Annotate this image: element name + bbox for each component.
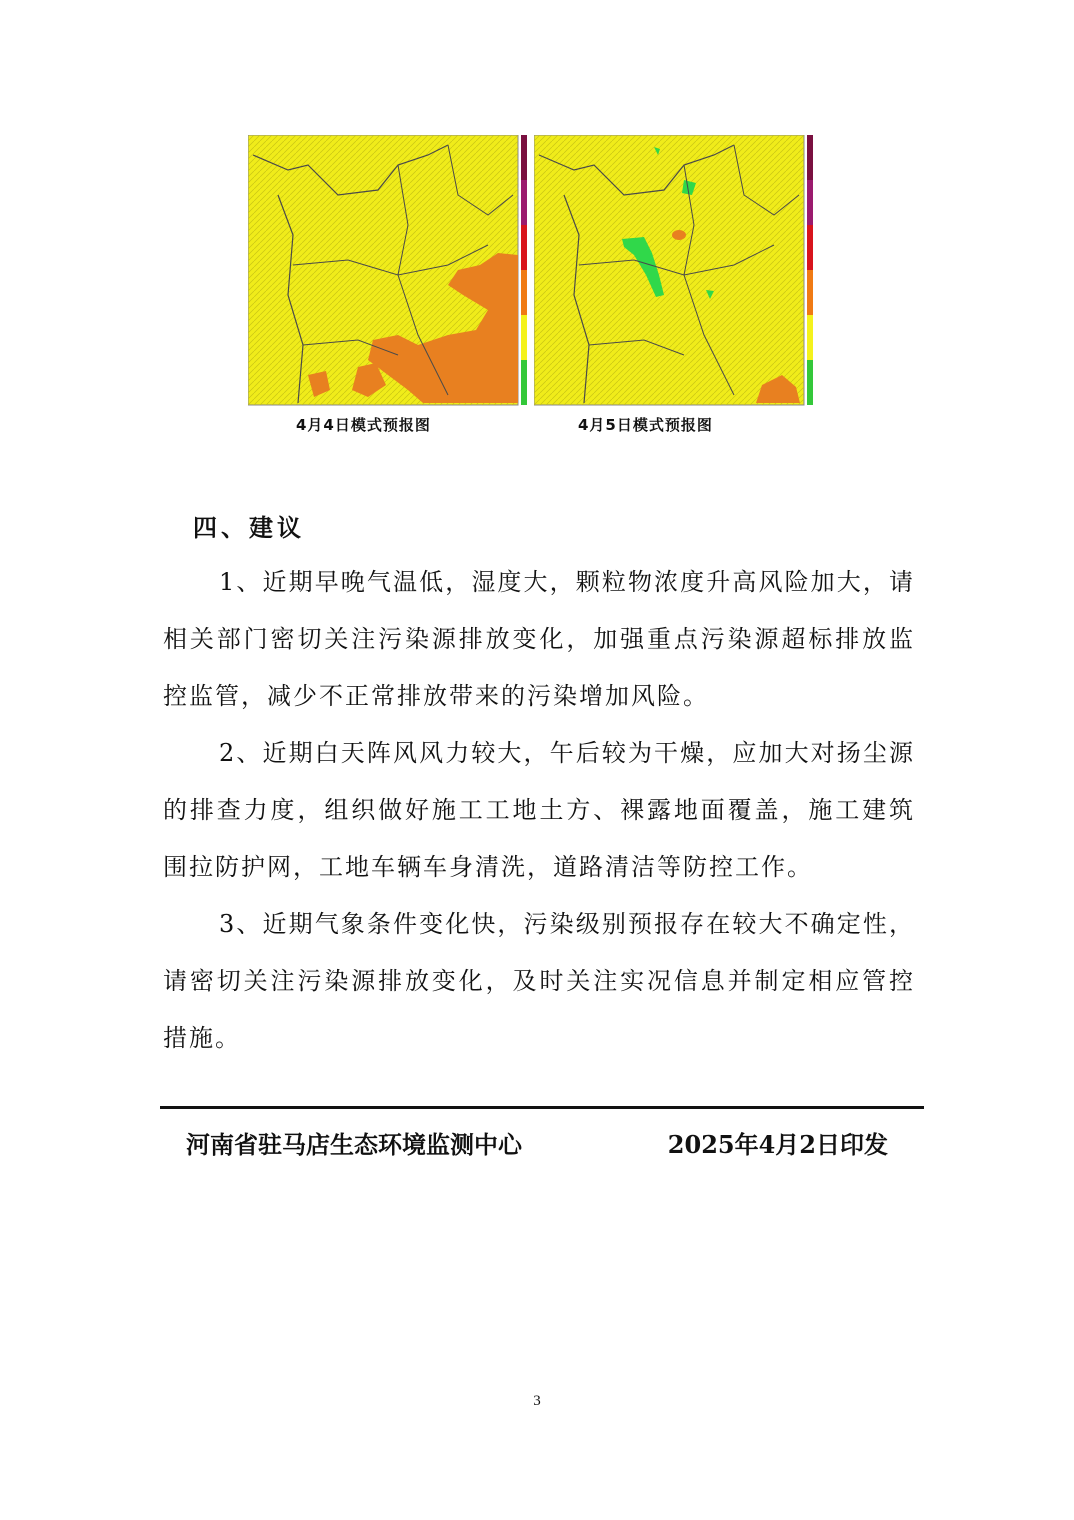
forecast-map-apr5 — [534, 135, 816, 407]
forecast-map-apr5-graphic — [534, 135, 816, 407]
recommendation-paragraph-3: 3、近期气象条件变化快，污染级别预报存在较大不确定性，请密切关注污染源排放变化，及时关注实况信息并制定相应管控措施。 — [163, 910, 915, 1052]
issuing-organization: 河南省驻马店生态环境监测中心 — [186, 1130, 522, 1159]
page-number: 3 — [533, 1393, 541, 1409]
forecast-map-apr4-graphic — [248, 135, 530, 407]
forecast-map-apr4 — [248, 135, 530, 407]
figure-caption-apr5: 4月5日模式预报图 — [578, 416, 713, 434]
recommendation-paragraph-2: 2、近期白天阵风风力较大，午后较为干燥，应加大对扬尘源的排查力度，组织做好施工工地土方、裸露地面覆盖，施工建筑围拉防护网，工地车辆车身清洗，道路清洁等防控工作。 — [163, 739, 915, 881]
issue-date: 2025年4月2日印发 — [667, 1130, 888, 1159]
recommendation-paragraph-1: 1、近期早晚气温低，湿度大，颗粒物浓度升高风险加大，请相关部门密切关注污染源排放变化，加强重点污染源超标排放监控监管，减少不正常排放带来的污染增加风险。 — [163, 568, 915, 710]
figure-caption-apr4: 4月4日模式预报图 — [296, 416, 431, 434]
section-heading: 四、建议 — [193, 514, 305, 542]
footer-divider — [160, 1106, 924, 1109]
